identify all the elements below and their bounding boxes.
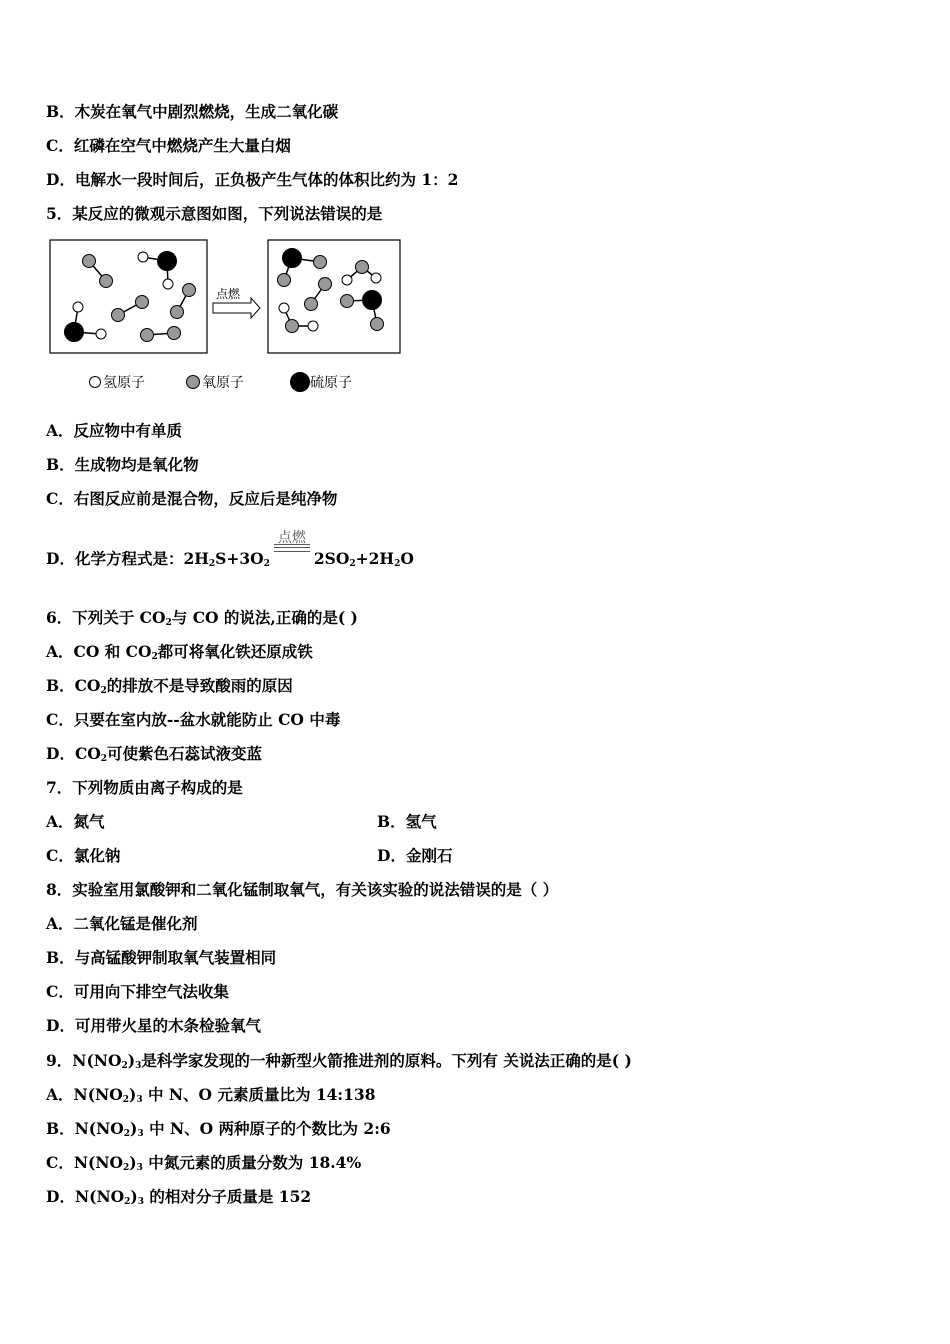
q7-option-d: D．金刚石 bbox=[377, 846, 453, 865]
oxygen-atom bbox=[168, 327, 181, 340]
oxygen-atom bbox=[183, 284, 196, 297]
q8-option-a: A．二氧化锰是催化剂 bbox=[46, 914, 198, 933]
equation-left: $2H_2S+3O_2$ bbox=[183, 549, 270, 569]
hydrogen-atom bbox=[96, 329, 106, 339]
q5-option-b: B．生成物均是氧化物 bbox=[46, 455, 199, 474]
oxygen-atom bbox=[83, 255, 96, 268]
q9-option-d: D．$N(NO_2)_3$ 的相对分子质量是 152 bbox=[46, 1187, 312, 1207]
reaction-diagram bbox=[46, 236, 416, 365]
equation-right: $2SO_2+2H_2O$ bbox=[313, 549, 414, 569]
sulfur-atom bbox=[363, 291, 382, 310]
oxygen-atom bbox=[141, 329, 154, 342]
legend-sulfur bbox=[290, 372, 352, 392]
q4-option-c: C．红磷在空气中燃烧产生大量白烟 bbox=[46, 136, 291, 155]
reaction-arrow bbox=[213, 286, 260, 318]
q7-option-b: B．氢气 bbox=[377, 812, 437, 831]
oxygen-atom bbox=[314, 256, 327, 269]
hydrogen-atom bbox=[73, 302, 83, 312]
q6-stem: 6．下列关于 $CO_2$与 CO 的说法,正确的是( ) bbox=[46, 608, 358, 628]
sulfur-atom bbox=[65, 323, 84, 342]
arrow-label: 点燃 bbox=[216, 287, 241, 301]
q8-option-b: B．与高锰酸钾制取氧气装置相同 bbox=[46, 948, 277, 967]
hydrogen-atom bbox=[308, 321, 318, 331]
hydrogen-atom bbox=[138, 252, 148, 262]
oxygen-atom bbox=[319, 278, 332, 291]
equation-sign bbox=[272, 530, 312, 570]
q7-stem: 7．下列物质由离子构成的是 bbox=[46, 778, 243, 797]
q7-option-c: C．氯化钠 bbox=[46, 846, 121, 865]
oxygen-atom bbox=[171, 306, 184, 319]
q9-stem: 9．$N(NO_2)_3$是科学家发现的一种新型火箭推进剂的原料。下列有 关说法正确的是( ) bbox=[46, 1051, 632, 1071]
equation-condition: 点燃 bbox=[277, 530, 306, 546]
hydrogen-atom bbox=[163, 279, 173, 289]
oxygen-atom bbox=[136, 296, 149, 309]
oxygen-atom bbox=[305, 298, 318, 311]
q6-option-a: A．CO 和 $CO_2$都可将氧化铁还原成铁 bbox=[46, 642, 313, 662]
sulfur-legend-icon bbox=[290, 372, 310, 392]
hydrogen-legend-icon bbox=[89, 376, 101, 388]
hydrogen-atom bbox=[279, 303, 289, 313]
legend-hydrogen bbox=[89, 372, 145, 392]
q9-option-c: C．$N(NO_2)_3$ 中氮元素的质量分数为 18.4% bbox=[46, 1153, 362, 1173]
legend-oxygen-label: 氧原子 bbox=[202, 375, 244, 391]
q5-option-c: C．右图反应前是混合物，反应后是纯净物 bbox=[46, 489, 338, 508]
q5-option-d bbox=[46, 530, 414, 574]
reaction-diagram-svg bbox=[46, 236, 416, 361]
sulfur-atom bbox=[158, 252, 177, 271]
oxygen-atom bbox=[341, 295, 354, 308]
q8-option-d: D．可用带火星的木条检验氧气 bbox=[46, 1016, 261, 1035]
oxygen-atom bbox=[278, 274, 291, 287]
q5-option-a: A．反应物中有单质 bbox=[46, 421, 183, 440]
oxygen-atom bbox=[286, 320, 299, 333]
hydrogen-atom bbox=[371, 273, 381, 283]
hydrogen-atom bbox=[342, 275, 352, 285]
q6-option-d: D．$CO_2$可使紫色石蕊试液变蓝 bbox=[46, 744, 263, 764]
legend-hydrogen-label: 氢原子 bbox=[103, 375, 145, 391]
q6-option-b: B．$CO_2$的排放不是导致酸雨的原因 bbox=[46, 676, 293, 696]
oxygen-atom bbox=[356, 261, 369, 274]
q4-option-b: B．木炭在氧气中剧烈燃烧，生成二氧化碳 bbox=[46, 102, 339, 121]
q5-option-d-prefix: D．化学方程式是： bbox=[46, 549, 184, 568]
q9-option-a: A．$N(NO_2)_3$ 中 N、O 元素质量比为 14:138 bbox=[46, 1085, 376, 1105]
q6-option-c: C．只要在室内放--盆水就能防止 CO 中毒 bbox=[46, 710, 341, 729]
q4-option-d: D．电解水一段时间后，正负极产生气体的体积比约为 1：2 bbox=[46, 170, 459, 189]
q8-option-c: C．可用向下排空气法收集 bbox=[46, 982, 229, 1001]
oxygen-legend-icon bbox=[186, 375, 200, 389]
legend-oxygen bbox=[186, 372, 244, 392]
oxygen-atom bbox=[112, 309, 125, 322]
legend-sulfur-label: 硫原子 bbox=[310, 375, 352, 391]
oxygen-atom bbox=[371, 318, 384, 331]
q7-option-a: A．氮气 bbox=[46, 812, 105, 831]
q9-option-b: B．$N(NO_2)_3$ 中 N、O 两种原子的个数比为 2:6 bbox=[46, 1119, 391, 1139]
oxygen-atom bbox=[100, 275, 113, 288]
q5-stem: 5．某反应的微观示意图如图，下列说法错误的是 bbox=[46, 204, 383, 223]
q8-stem: 8．实验室用氯酸钾和二氧化锰制取氧气，有关该实验的说法错误的是（ ） bbox=[46, 880, 559, 899]
sulfur-atom bbox=[283, 249, 302, 268]
